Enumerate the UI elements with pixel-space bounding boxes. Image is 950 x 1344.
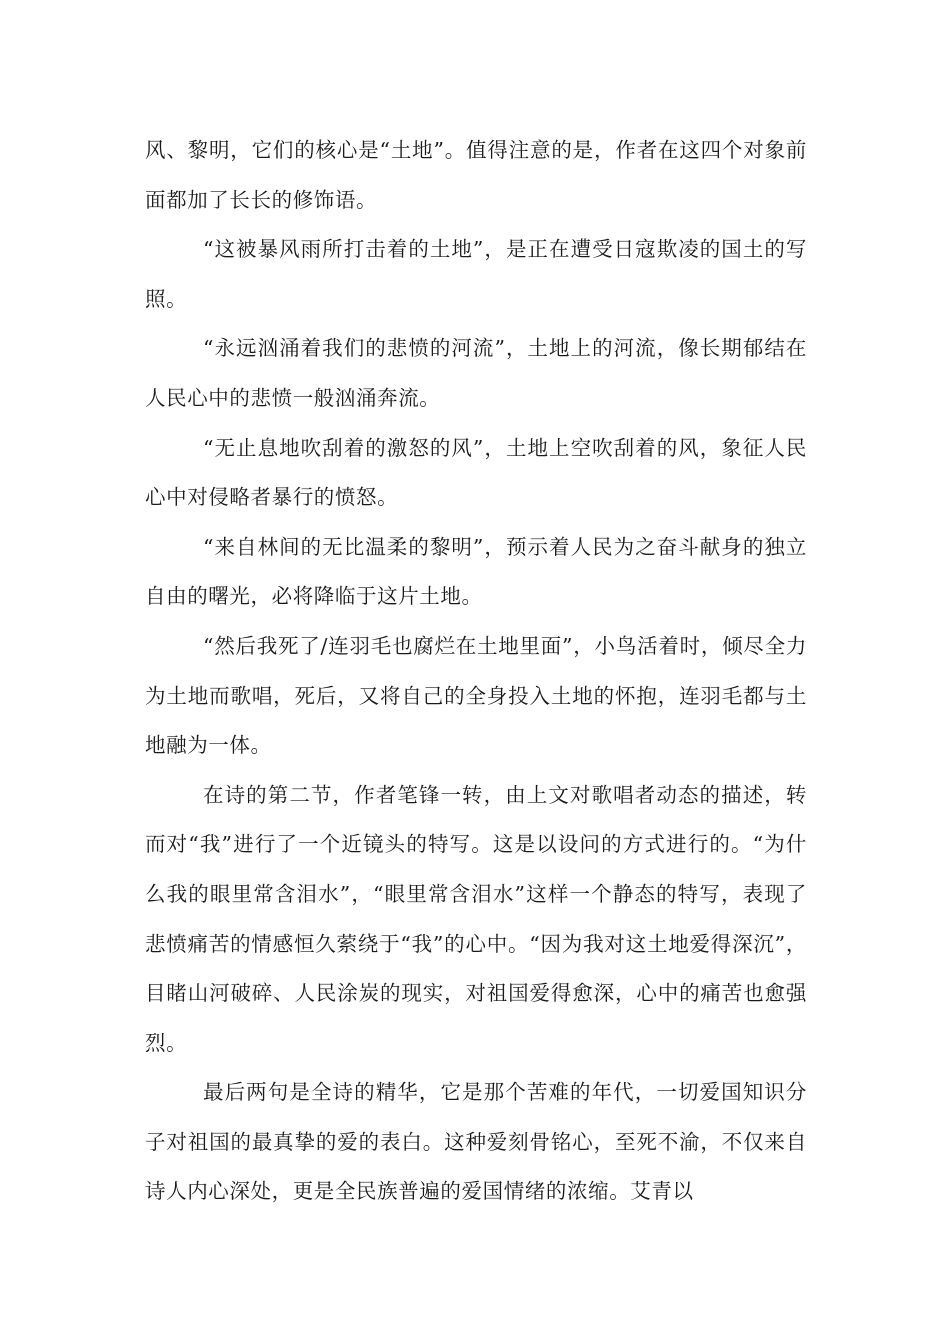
document-body — [145, 126, 807, 1217]
paragraph-6: “然后我死了/连羽毛也腐烂在土地里面”，小鸟活着时，倾尽全力为土地而歌唱，死后，又将自己的全身投入土地的怀抱，连羽毛都与土地融为一体。 — [145, 633, 807, 758]
paragraph-2: “这被暴风雨所打击着的土地”，是正在遭受日寇欺凌的国土的写照。 — [145, 237, 807, 311]
paragraph-8: 最后两句是全诗的精华，它是那个苦难的年代，一切爱国知识分子对祖国的最真挚的爱的表白。这种爱刻骨铭心，至死不渝，不仅来自诗人内心深处，更是全民族普遍的爱国情绪的浓缩。艾青以 — [145, 1080, 807, 1204]
paragraph-1: 风、黎明，它们的核心是“土地”。值得注意的是，作者在这四个对象前面都加了长长的修饰语。 — [145, 138, 807, 212]
paragraph-3: “永远汹涌着我们的悲愤的河流”，土地上的河流，像长期郁结在人民心中的悲愤一般汹涌奔流。 — [145, 336, 807, 410]
paragraph-7: 在诗的第二节，作者笔锋一转，由上文对歌唱者动态的描述，转而对“我”进行了一个近镜头的特写。这是以设问的方式进行的。“为什么我的眼里常含泪水”，“眼里常含泪水”这样一个静态的特写，表现了悲愤痛苦的情感恒久萦绕于“我”的心中。“因为我对这土地爱得深沉”，目睹山河破碎、人民涂炭的现实，对祖国爱得愈深，心中的痛苦也愈强烈。 — [145, 782, 807, 1055]
paragraph-5: “来自林间的无比温柔的黎明”，预示着人民为之奋斗献身的独立自由的曙光，必将降临于这片土地。 — [145, 534, 807, 609]
paragraph-4: “无止息地吹刮着的激怒的风”，土地上空吹刮着的风，象征人民心中对侵略者暴行的愤怒。 — [145, 435, 807, 510]
